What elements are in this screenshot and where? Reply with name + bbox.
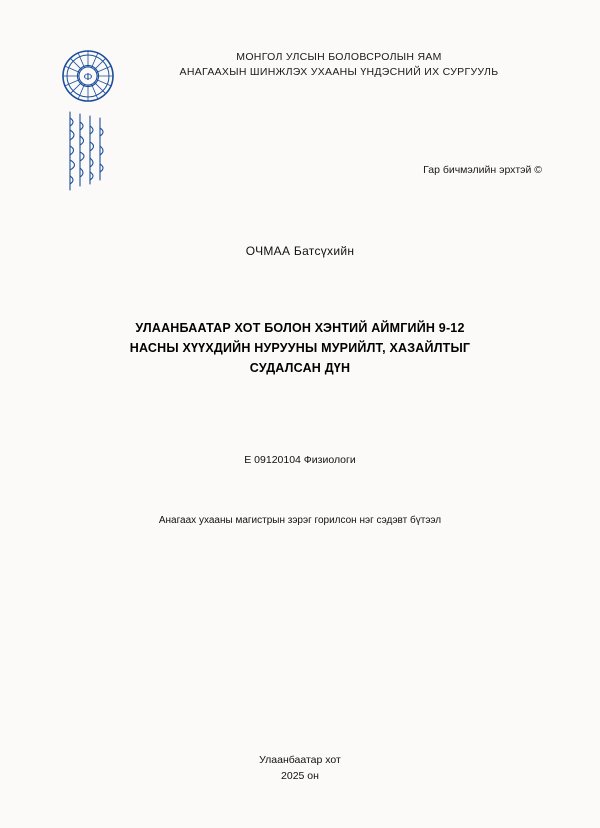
footer-city: Улаанбаатар хот [259,754,341,766]
author-name: ОЧМАА Батсүхийн [245,244,355,258]
page-title [88,318,512,378]
program-code: E 09120104 Физиологи [244,454,356,466]
document-footer [0,752,600,784]
copyright-note: Гар бичмэлийн эрхтэй © [423,164,542,176]
document-header [0,44,600,104]
degree-note: Анагаах ухааны магистрын зэрэг горилсон нэг сэдэвт бүтээл [158,515,442,526]
mongolian-script-emblem-icon [56,106,120,196]
organization-names [124,50,554,80]
title-line-1: УЛААНБААТАР ХОТ БОЛОН ХЭНТИЙ АЙМГИЙН 9-12 [135,321,465,335]
svg-text:Ф: Ф [83,71,93,83]
university-emblem-icon [60,48,116,104]
title-line-2: НАСНЫ ХҮҮХДИЙН НУРУУНЫ МУРИЙЛТ, ХАЗАЙЛТЫГ [129,341,471,355]
university-line: АНАГААХЫН ШИНЖЛЭХ УХААНЫ ҮНДЭСНИЙ ИХ СУРГУУЛЬ [179,66,499,78]
title-line-3: СУДАЛСАН ДҮН [249,361,351,375]
ministry-line: МОНГОЛ УЛСЫН БОЛОВСРОЛЫН ЯАМ [236,51,442,63]
footer-year: 2025 он [281,770,319,782]
